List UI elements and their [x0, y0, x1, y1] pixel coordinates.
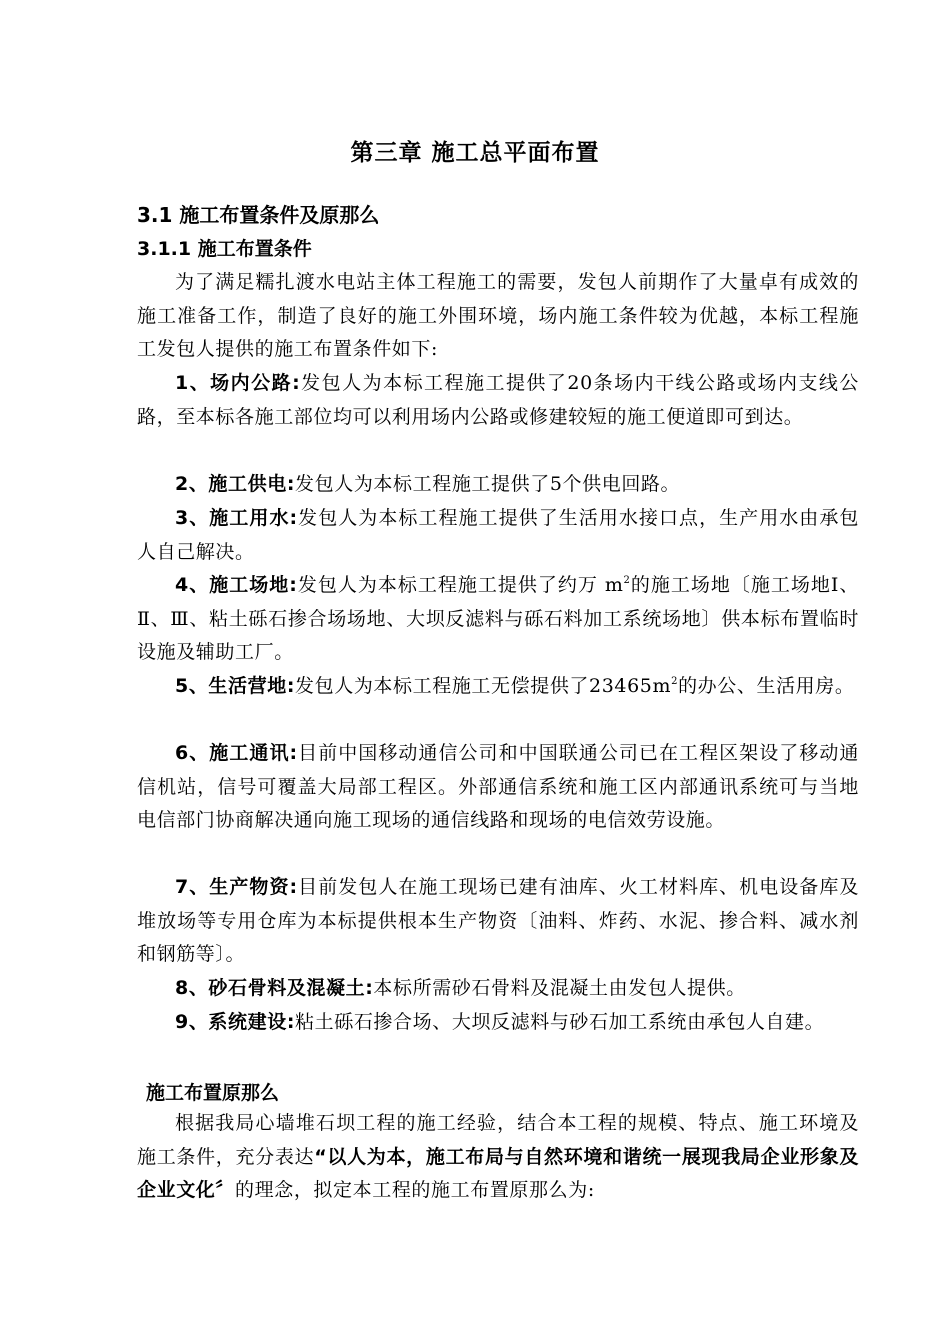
item-text: 发包人为本标工程施工提供了生活用水接口点，生产用水由承包人自己解决。	[137, 507, 859, 563]
item-text: 目前发包人在施工现场已建有油库、火工材料库、机电设备库及堆放场等专用仓库为本标提供根本生产物资〔油料、炸药、水泥、掺合料、减水剂和钢筋等〕。	[137, 876, 859, 965]
item-text: 本标所需砂石骨料及混凝土由发包人提供。	[373, 977, 746, 999]
principle-emphasis: “以人为本，施工布局与自然环境和谐统一展现我局企业形象及企业文化〞	[137, 1145, 859, 1201]
item-label: 3、施工用水:	[175, 507, 298, 529]
subsection-heading: 3.1.1 施工布置条件	[137, 238, 312, 260]
subsection-heading-principles: 施工布置原那么	[146, 1082, 280, 1104]
item-label: 1、场内公路:	[175, 372, 301, 394]
principle-text: 的理念，拟定本工程的施工布置原那么为:	[235, 1179, 595, 1201]
item-text: 目前中国移动通信公司和中国联通公司已在工程区架设了移动通信机站，信号可覆盖大局部工程区。外部通信系统和施工区内部通讯系统可与当地电信部门协商解决通向施工现场的通信线路和现场的电信效劳设施。	[137, 742, 859, 831]
superscript: 2	[623, 575, 631, 586]
item-communication	[137, 737, 859, 838]
section-heading: 3.1 施工布置条件及原那么	[137, 203, 380, 227]
superscript: 2	[671, 676, 679, 687]
item-text: 的办公、生活用房。	[678, 675, 855, 697]
item-label: 7、生产物资:	[175, 876, 298, 898]
item-label: 6、施工通讯:	[175, 742, 298, 764]
item-roads	[137, 367, 859, 434]
chapter-title: 第三章 施工总平面布置	[350, 140, 600, 166]
item-power	[137, 468, 859, 502]
item-text: 发包人为本标工程施工提供了20条场内干线公路或场内支线公路，至本标各施工部位均可以利用场内公路或修建较短的施工便道即可到达。	[137, 372, 859, 428]
item-label: 4、施工场地:	[175, 574, 298, 596]
principle-paragraph	[137, 1107, 859, 1208]
item-label: 5、生活营地:	[175, 675, 296, 697]
item-text: 发包人为本标工程施工提供了约万 m	[297, 574, 624, 596]
intro-paragraph: 为了满足糯扎渡水电站主体工程施工的需要，发包人前期作了大量卓有成效的施工准备工作，制造了良好的施工外围环境，场内施工条件较为优越，本标工程施工发包人提供的施工布置条件如下:	[137, 271, 859, 360]
item-text: 粘土砾石掺合场、大坝反滤料与砂石加工系统由承包人自建。	[295, 1011, 825, 1033]
item-materials	[137, 871, 859, 972]
item-aggregate	[137, 972, 859, 1006]
item-water	[137, 502, 859, 569]
item-text: 发包人为本标工程施工无偿提供了23465m	[295, 675, 672, 697]
principle-text: 根据我局心墙堆石坝工程的施工经验，结合本工程的规模、特点、施工环境及施工条件，充分表达	[137, 1112, 859, 1168]
item-label: 8、砂石骨料及混凝土:	[175, 977, 374, 999]
item-site	[137, 569, 859, 670]
item-label: 9、系统建设:	[175, 1011, 296, 1033]
item-text: 发包人为本标工程施工提供了5个供电回路。	[295, 473, 681, 495]
item-camp	[137, 670, 859, 704]
item-system	[137, 1006, 859, 1040]
item-label: 2、施工供电:	[175, 473, 296, 495]
item-text: 的施工场地〔施工场地Ⅰ、Ⅱ、Ⅲ、粘土砾石掺合场场地、大坝反滤料与砾石料加工系统场地〕供本标布置临时设施及辅助工厂。	[137, 574, 859, 663]
